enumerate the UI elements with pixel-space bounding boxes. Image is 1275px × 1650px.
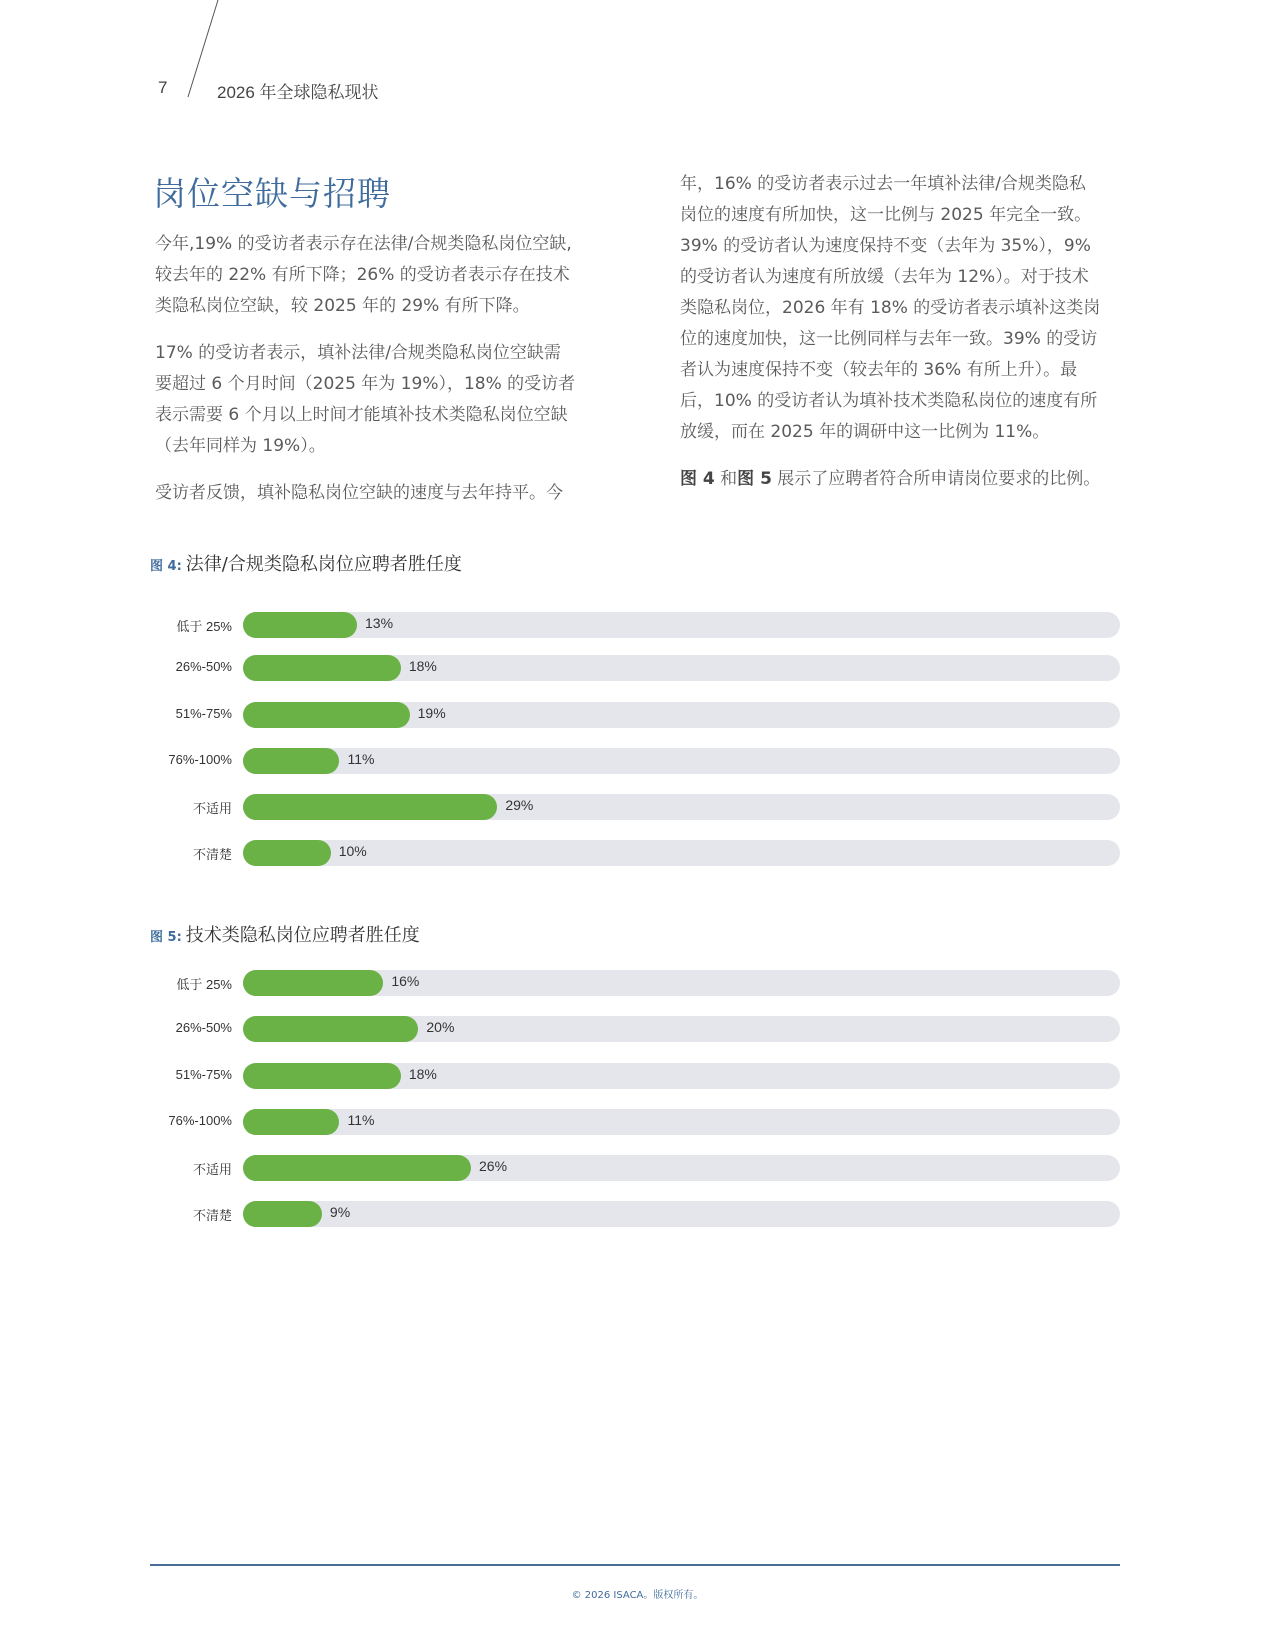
text-line: 放缓，而在 2025 年的调研中这一比例为 11%。 (680, 422, 1050, 442)
document-title: 2026 年全球隐私现状 (217, 83, 379, 102)
final-and: 和 (714, 469, 738, 489)
value-label: 9% (329, 1204, 351, 1220)
text-line: （去年同样为 19%）。 (155, 436, 326, 456)
value-label: 18% (408, 1066, 437, 1082)
bar-track (243, 1201, 1120, 1227)
bar-track (243, 1109, 1120, 1135)
bar (243, 840, 331, 866)
text-line: 较去年的 22% 有所下降；26% 的受访者表示存在技术 (155, 265, 570, 285)
category-label: 不适用 (192, 1162, 232, 1177)
text-line: 位的速度加快，这一比例同样与去年一致。39% 的受访 (680, 329, 1098, 349)
category-label: 不清楚 (192, 1208, 232, 1223)
figure-5-caption (150, 921, 420, 947)
value-label: 16% (391, 973, 420, 989)
footer-copyright: © 2026 ISACA。版权所有。 (571, 1590, 704, 1601)
bar (243, 794, 497, 820)
category-label: 76%-100% (168, 1113, 232, 1128)
left-column (155, 229, 575, 525)
paragraph (155, 229, 575, 322)
bar (243, 612, 357, 638)
bar (243, 702, 410, 728)
bar-row (0, 702, 1275, 728)
bar-row (0, 1201, 1275, 1227)
text-line: 岗位的速度有所加快，这一比例与 2025 年完全一致。 (680, 205, 1092, 225)
bar-row (0, 655, 1275, 681)
bar-row (0, 1109, 1275, 1135)
paragraph (680, 169, 1100, 448)
bar-track (243, 748, 1120, 774)
bar-row (0, 970, 1275, 996)
bar-row (0, 612, 1275, 638)
category-label: 76%-100% (168, 752, 232, 767)
text-line: 17% 的受访者表示，填补法律/合规类隐私岗位空缺需 (155, 343, 561, 363)
bar (243, 1016, 418, 1042)
bar-track (243, 840, 1120, 866)
text-line: 受访者反馈，填补隐私岗位空缺的速度与去年持平。今 (155, 483, 563, 503)
value-label: 18% (408, 658, 437, 674)
bar-row (0, 1016, 1275, 1042)
value-label: 29% (505, 797, 534, 813)
text-line: 的受访者认为速度有所放缓（去年为 12%）。对于技术 (680, 267, 1089, 287)
category-label: 26%-50% (175, 659, 232, 674)
bar-row (0, 794, 1275, 820)
value-label: 13% (365, 615, 394, 631)
bar (243, 748, 339, 774)
paragraph (155, 478, 575, 509)
value-label: 10% (338, 843, 367, 859)
text-line: 者认为速度保持不变（较去年的 36% 有所上升）。最 (680, 360, 1078, 380)
value-label: 26% (479, 1158, 508, 1174)
text-line: 类隐私岗位，2026 年有 18% 的受访者表示填补这类岗 (680, 298, 1101, 318)
bar (243, 655, 401, 681)
bar (243, 1155, 471, 1181)
figure-5-label: 图 5: (150, 930, 182, 945)
final-rest: 展示了应聘者符合所申请岗位要求的比例。 (771, 469, 1101, 489)
category-label: 不清楚 (192, 847, 232, 862)
bar (243, 1063, 401, 1089)
bar (243, 1201, 322, 1227)
text-line: 39% 的受访者认为速度保持不变（去年为 35%），9% (680, 236, 1091, 256)
category-label: 低于 25% (176, 977, 232, 992)
figure-4-caption (150, 550, 462, 576)
final-fig4: 图 4 (680, 469, 715, 489)
section-title: 岗位空缺与招聘 (153, 174, 391, 213)
text-line: 年，16% 的受访者表示过去一年填补法律/合规类隐私 (680, 174, 1086, 194)
final-fig5: 图 5 (737, 469, 772, 489)
figure-4-title: 法律/合规类隐私岗位应聘者胜任度 (185, 554, 462, 575)
value-label: 11% (347, 751, 375, 767)
text-line: 类隐私岗位空缺，较 2025 年的 29% 有所下降。 (155, 296, 530, 316)
bar-row (0, 748, 1275, 774)
page-number: 7 (158, 78, 168, 97)
value-label: 19% (417, 705, 446, 721)
value-label: 11% (347, 1112, 375, 1128)
category-label: 26%-50% (175, 1020, 232, 1035)
footer-rule (150, 1564, 1120, 1566)
text-line: 表示需要 6 个月以上时间才能填补技术类隐私岗位空缺 (155, 405, 568, 425)
paragraph (155, 338, 575, 462)
category-label: 不适用 (192, 801, 232, 816)
figure-reference-sentence (680, 464, 1100, 495)
bar-row (0, 1155, 1275, 1181)
figure-5-title: 技术类隐私岗位应聘者胜任度 (185, 925, 420, 946)
category-label: 低于 25% (176, 619, 232, 634)
bar (243, 1109, 339, 1135)
text-line: 要超过 6 个月时间（2025 年为 19%），18% 的受访者 (155, 374, 576, 394)
figure-4-label: 图 4: (150, 559, 182, 574)
right-column (680, 169, 1100, 495)
category-label: 51%-75% (175, 1067, 232, 1082)
value-label: 20% (426, 1019, 455, 1035)
bar (243, 970, 383, 996)
category-label: 51%-75% (175, 706, 232, 721)
bar-row (0, 1063, 1275, 1089)
text-line: 今年,19% 的受访者表示存在法律/合规类隐私岗位空缺, (155, 234, 572, 254)
bar-row (0, 840, 1275, 866)
text-line: 后，10% 的受访者认为填补技术类隐私岗位的速度有所 (680, 391, 1098, 411)
